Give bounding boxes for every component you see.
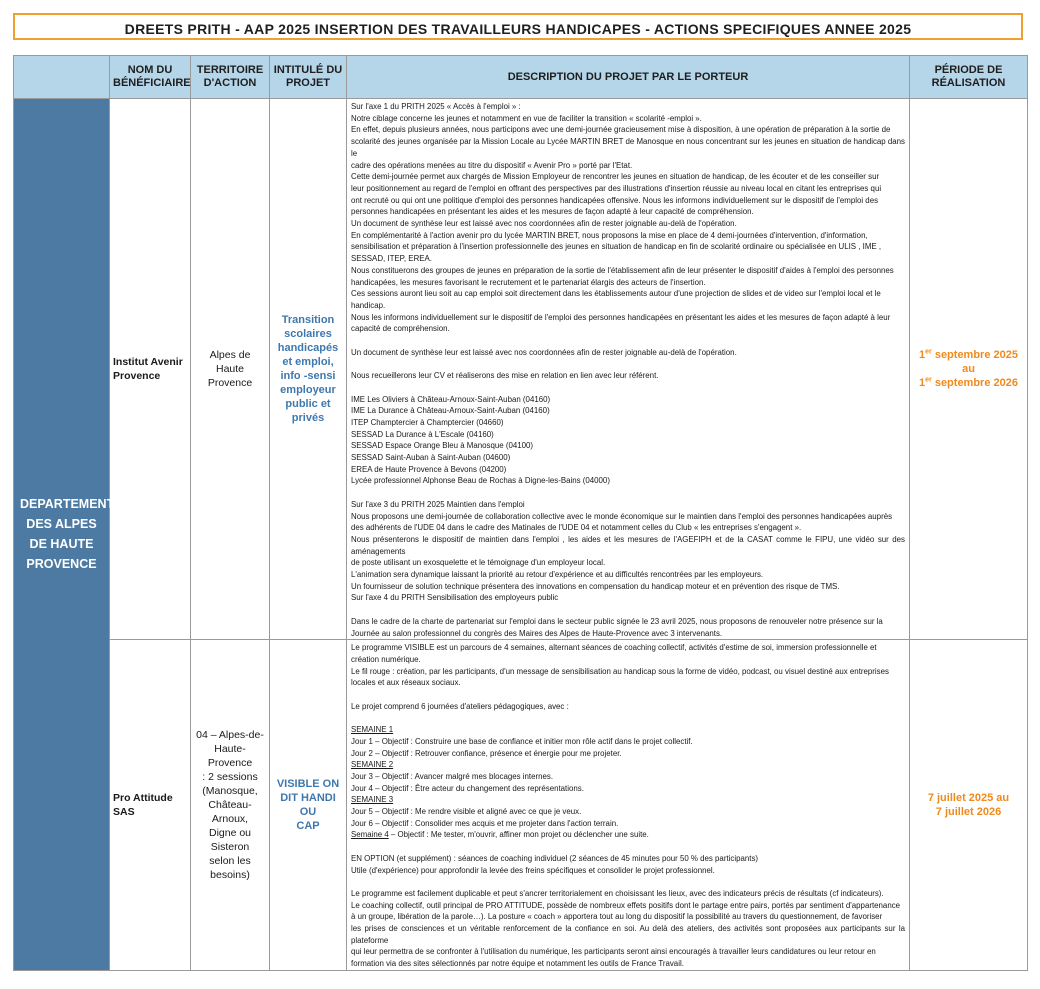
period-separator: au	[962, 363, 975, 376]
description-line: sensibilisation et préparation à l'insertion professionnelle des jeunes en situation de handicap en fin de scolarité ordinaire ou spécialisée en ULIS , IME ,	[351, 242, 882, 252]
period-start: 1er septembre 2025	[919, 348, 1018, 362]
project-title-line: Transition	[281, 314, 335, 327]
description-line: ITEP Champtercier à Champtercier (04660)	[351, 417, 504, 427]
header-period	[910, 56, 1028, 99]
department-line: DEPARTEMENT	[20, 497, 115, 512]
description-cell	[347, 640, 910, 971]
territory-cell	[191, 640, 270, 971]
description-line: handicapées, les mesures favorisant le recrutement et le partenariat élargis des acteurs de l'insertion.	[351, 277, 706, 287]
description-line: Sur l'axe 1 du PRITH 2025 « Accès à l'emploi » :	[351, 102, 521, 111]
description-line: Nous les informons individuellement sur le dispositif de l'emploi des personnes handicapées en présentant les aides et les mesures de façon adapté à leur	[351, 312, 891, 322]
description-line: Jour 3 – Objectif : Avancer malgré mes blocages internes.	[351, 771, 554, 781]
header-project-title-line2: PROJET	[285, 77, 330, 89]
table-header-row	[14, 56, 1028, 99]
description-line: leur positionnement au regard de l'emploi en offrant des perspectives par des illustrations d'insertion réussie au niveau local en citant les entreprises qui	[351, 183, 882, 193]
project-title-line: scolaires	[284, 328, 332, 341]
description-line: création numérique.	[351, 654, 421, 664]
description-line: En complémentarité à l'action avenir pro du lycée MARTIN BRET, nous proposons la mise en place de 4 demi-journées d'intervention, d'information,	[351, 230, 868, 240]
project-title-cell	[270, 640, 347, 971]
description-line: Le programme VISIBLE est un parcours de 4 semaines, alternant séances de coaching collectif, activités d'estime de soi, immersion professionnelle et	[351, 643, 877, 653]
department-line: PROVENCE	[26, 557, 97, 572]
description-line: Nous proposons une demi-journée de collaboration collective avec le monde économique sur le maintien dans l'emploi des personnes handicapées auprès	[351, 511, 893, 521]
description-line: SESSAD Espace Orange Bleu à Manosque (04100)	[351, 441, 534, 451]
description-line: SEMAINE 3	[351, 795, 394, 805]
period-end: 1er septembre 2026	[919, 376, 1018, 390]
description-line: Jour 6 – Objectif : Consolider mes acquis et me projeter dans l'action terrain.	[351, 818, 619, 828]
header-project-title-line1: INTITULÉ DU	[273, 64, 343, 76]
description-line: IME La Durance à Château-Arnoux-Saint-Auban (04160)	[351, 406, 550, 416]
department-cell	[14, 99, 115, 971]
department-line: DES ALPES	[26, 517, 97, 532]
description-line	[351, 712, 905, 724]
description-line: SESSAD Saint-Auban à Saint-Auban (04600)	[351, 453, 511, 463]
territory-line: Alpes de	[209, 349, 251, 362]
description-line: Utile (d'expérience) pour approfondir la levée des freins spécifiques et consolider le projet professionnel.	[351, 865, 715, 875]
description-line	[351, 689, 905, 701]
description-line: Un fournisseur de solution technique présentera des innovations en compensation du handicap moteur et en prévention des risque de TMS.	[351, 581, 840, 591]
description-line: Notre ciblage concerne les jeunes et notamment en vue de faciliter la transition « scolarité -emploi ».	[351, 113, 702, 123]
description-line: Le coaching collectif, outil principal de PRO ATTITUDE, possède de nombreux effets positifs dont le partage entre pairs, portés par sentiment d'appartenance	[351, 900, 901, 910]
description-line: Nous constituerons des groupes de jeunes en préparation de la sortie de l'établissement afin de leur présenter le dispositif d'aides à l'emploi des personnes	[351, 265, 894, 275]
header-blank	[14, 56, 110, 99]
project-title-line: info -sensi	[280, 370, 336, 383]
project-title-line: handicapés	[277, 342, 339, 355]
territory-line: Digne ou Sisteron	[208, 827, 252, 854]
header-beneficiary	[110, 56, 191, 99]
document-title-box	[13, 13, 1023, 40]
header-period-line2: RÉALISATION	[931, 77, 1006, 89]
description-cell	[347, 99, 910, 640]
project-title-line: VISIBLE ON	[276, 778, 340, 791]
header-territory-line2: D'ACTION	[203, 77, 257, 89]
description-line: Un document de synthèse leur est laissé avec nos coordonnées afin de rester joignable au-delà de l'opération.	[351, 347, 737, 357]
description-line: de poste utilisant un exosquelette et le témoignage d'un employeur local.	[351, 558, 606, 568]
description-line: Nous présenterons le dispositif de maintien dans l'emploi , les aides et les mesures de l'AGEFIPH et de la CASAT comme le FIPU, une vidéo sur des aménagements	[351, 534, 905, 556]
description-line: Le programme est facilement duplicable et peut s'ancrer territorialement en choisissant les lieux, avec des indicateurs précis de résultats (cf indicateurs).	[351, 888, 884, 898]
description-line: Journée au salon professionnel du congrès des Maires des Alpes de Haute-Provence avec 3 intervenants.	[351, 628, 723, 638]
beneficiary-line: Pro Attitude SAS	[113, 792, 173, 819]
description-line	[351, 487, 905, 499]
beneficiary-cell	[110, 640, 191, 971]
description-line: qui leur permettra de se confronter à l'utilisation du numérique, les participants seront ainsi encouragés à travailler leurs candidatures ou leur retour en	[351, 947, 876, 957]
description-line: IME Les Oliviers à Château-Arnoux-Saint-Auban (04160)	[351, 394, 551, 404]
table-row	[14, 99, 1028, 640]
territory-line: 04 – Alpes-de-	[196, 729, 264, 742]
header-description: DESCRIPTION DU PROJET PAR LE PORTEUR	[347, 56, 910, 99]
project-title-cell	[270, 99, 347, 640]
description-line: EN OPTION (et supplément) : séances de coaching individuel (2 séances de 45 minutes pour 50 % des participants)	[351, 853, 759, 863]
project-title-line: et emploi,	[282, 356, 334, 369]
project-title-line: DIT HANDI OU	[280, 792, 336, 819]
description-line: SESSAD, ITEP, EREA.	[351, 254, 432, 264]
description-text	[351, 101, 905, 639]
header-territory-line1: TERRITOIRE	[196, 64, 264, 76]
beneficiary-line: Provence	[113, 370, 161, 383]
description-line: Jour 5 – Objectif : Me rendre visible et aligné avec ce que je veux.	[351, 807, 582, 817]
description-line: L'animation sera dynamique laissant la priorité au retour d'expérience et au difficultés rencontrées par les employeurs.	[351, 570, 764, 580]
description-text	[351, 642, 905, 970]
description-line: des adhérents de l'UDE 04 dans le cadre des Matinales de l'UDE 04 et notamment celles du Club « les entreprises s'engagent ».	[351, 523, 802, 533]
description-line: Jour 1 – Objectif : Construire une base de confiance et initier mon rôle actif dans le projet collectif.	[351, 736, 693, 746]
description-line: Nous recueillerons leur CV et réaliserons des mise en relation en lien avec leur référent.	[351, 371, 659, 381]
description-line: SEMAINE 2	[351, 760, 394, 770]
header-period-line1: PÉRIODE DE	[934, 64, 1003, 76]
period-end: 7 juillet 2026	[935, 806, 1002, 819]
description-line	[351, 604, 905, 616]
beneficiary-cell	[110, 99, 191, 640]
description-line: Le projet comprend 6 journées d'ateliers pédagogiques, avec :	[351, 701, 569, 711]
territory-line: Haute Provence	[207, 363, 253, 390]
description-line: Semaine 4 – Objectif : Me tester, m'ouvrir, affiner mon projet ou déclencher une suite.	[351, 830, 649, 840]
period-cell	[910, 640, 1028, 971]
description-line: Sur l'axe 4 du PRITH Sensibilisation des employeurs public	[351, 593, 559, 603]
description-line: SESSAD La Durance à L'Escale (04160)	[351, 429, 494, 439]
territory-line: : 2 sessions	[202, 771, 258, 784]
description-line	[351, 841, 905, 853]
beneficiary-line: Institut Avenir	[113, 356, 183, 369]
territory-cell	[191, 99, 270, 640]
description-line: Sur l'axe 3 du PRITH 2025 Maintien dans l'emploi	[351, 499, 525, 509]
description-line: à un groupe, libération de la parole…). La posture « coach » apportera tout au long du dispositif la possibilité au travers du questionnement, de favoriser	[351, 912, 883, 922]
project-title-line: CAP	[296, 820, 320, 833]
period-cell	[910, 99, 1028, 640]
description-line: formation via des sites sélectionnés par notre équipe et notamment les outils de France Travail.	[351, 959, 684, 969]
document-title: DREETS PRITH - AAP 2025 INSERTION DES TRAVAILLEURS HANDICAPES - ACTIONS SPECIFIQUES ANNEE 2025	[124, 20, 912, 37]
period-start: 7 juillet 2025 au	[927, 792, 1010, 805]
description-line: scolarité des jeunes organisée par la Mission Locale au Lycée MARTIN BRET de Manosque en nous concentrant sur les jeunes en situation de handicap dans le	[351, 137, 905, 158]
description-line: Jour 4 – Objectif : Être acteur du changement des représentations.	[351, 783, 584, 793]
description-line: Ces sessions auront lieu soit au cap emploi soit directement dans les établissements autour d'une projection de slides et de video sur l'emploi local et le	[351, 289, 881, 299]
description-line: Dans le cadre de la charte de partenariat sur l'emploi dans le secteur public signée le 23 avril 2025, nous proposons de renouveler notre présence sur la	[351, 616, 883, 626]
header-project-title	[270, 56, 347, 99]
description-line: Jour 2 – Objectif : Retrouver confiance, présence et énergie pour me projeter.	[351, 748, 622, 758]
territory-line: Château-Arnoux,	[208, 799, 252, 826]
header-beneficiary-line2: BÉNÉFICIAIRE	[113, 77, 191, 89]
territory-line: selon les besoins)	[209, 855, 251, 882]
table-row	[14, 640, 1028, 971]
territory-line: (Manosque,	[202, 785, 258, 798]
description-line: Cette demi-journée permet aux chargés de Mission Employeur de rencontrer les jeunes en situation de handicap, de les écouter et de les conseiller sur	[351, 172, 880, 182]
description-line: ont recruté ou qui ont une politique d'emploi des personnes handicapées offensive. Nous les informons individuellement sur le dispositif de l'emploi des	[351, 195, 879, 205]
projects-table	[13, 55, 1028, 971]
header-beneficiary-line1: NOM DU	[127, 64, 173, 76]
description-line: Un document de synthèse leur est laissé avec nos coordonnées afin de rester joignable au-delà de l'opération.	[351, 219, 737, 229]
description-line: personnes handicapées en présentant les aides et les mesures de façon adapté à leur capacité de compréhension.	[351, 207, 754, 217]
description-line: Lycée professionnel Alphonse Beau de Rochas à Digne-les-Bains (04000)	[351, 476, 610, 486]
description-line: cadre des opérations menées au titre du dispositif « Avenir Pro » porté par l'Etat.	[351, 160, 633, 170]
description-line	[351, 876, 905, 888]
description-line: SEMAINE 1	[351, 725, 394, 735]
description-line	[351, 382, 905, 394]
description-line: En effet, depuis plusieurs années, nous participons avec une demi-journée gracieusement mise à disposition, à une opération de préparation à la sortie de	[351, 125, 891, 135]
project-title-line: public et	[285, 398, 331, 411]
description-line: locales et aux réseaux sociaux.	[351, 678, 461, 688]
project-title-line: privés	[291, 412, 325, 425]
description-line: Le fil rouge : création, par les participants, d'un message de sensibilisation au handicap sous la forme de vidéo, podcast, ou visuel destiné aux entreprises	[351, 666, 889, 676]
territory-line: Haute-Provence	[207, 743, 253, 770]
description-line	[351, 358, 905, 370]
project-title-line: employeur	[280, 384, 336, 397]
description-line: les prises de consciences et un véritable renforcement de la confiance en soi. Au delà des ateliers, des activités sont proposées aux participants sur la plateforme	[351, 924, 905, 945]
description-line: capacité de compréhension.	[351, 324, 450, 334]
description-line: handicap.	[351, 300, 386, 310]
department-line: DE HAUTE	[29, 537, 94, 552]
description-line: EREA de Haute Provence à Bevons (04200)	[351, 464, 507, 474]
description-line	[351, 335, 905, 347]
header-territory	[191, 56, 270, 99]
